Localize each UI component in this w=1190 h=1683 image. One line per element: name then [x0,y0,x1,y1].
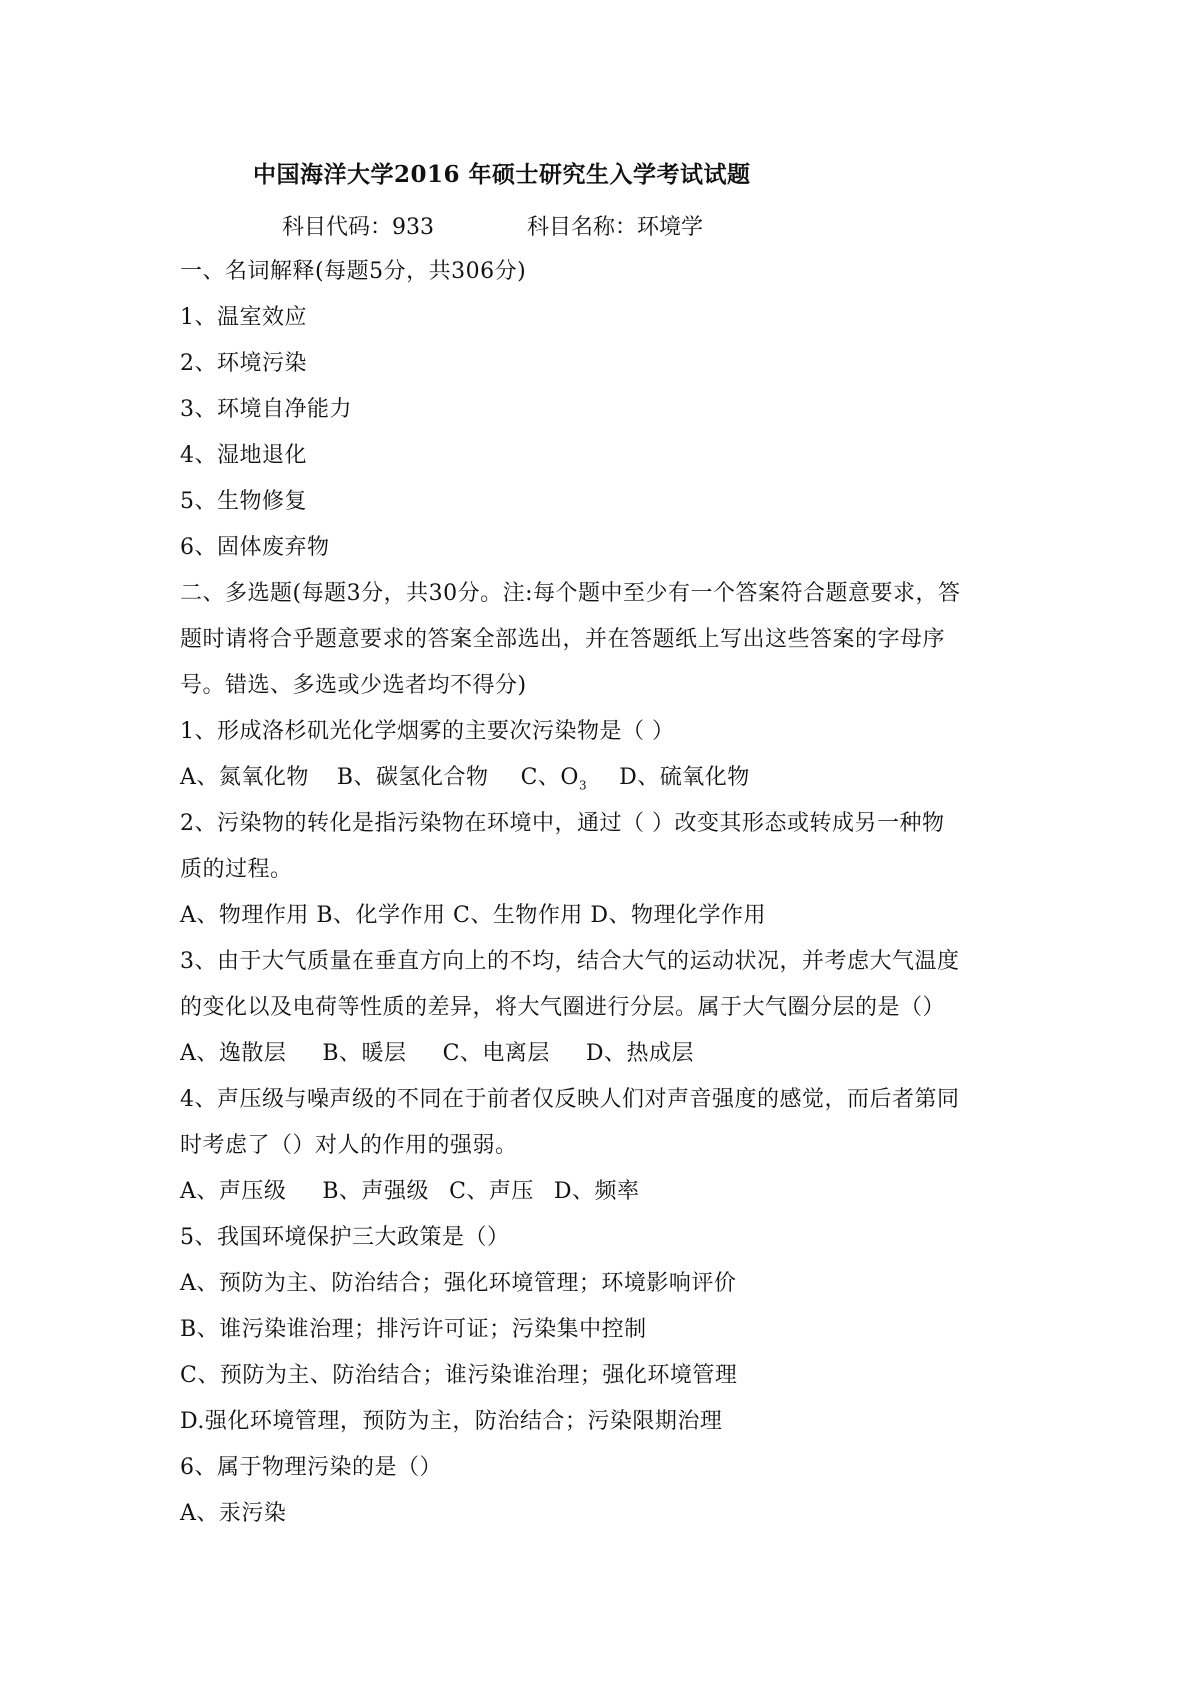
option-a: A、逸散层 [180,1041,287,1066]
question-options: A、物理作用 B、化学作用 C、生物作用 D、物理化学作用 [180,903,767,928]
exam-title: 中国海洋大学2016 年硕士研究生入学考试试题 [253,161,751,188]
question-stem: 的变化以及电荷等性质的差异，将大气圈进行分层。属于大气圈分层的是（） [180,995,946,1020]
subject-code: 科目代码：933 [282,215,434,240]
question-stem: 质的过程。 [180,857,293,882]
option-d: D、频率 [553,1179,640,1204]
option-c: C、声压 [449,1179,534,1204]
option-d: D、硫氧化物 [619,765,750,790]
option-a: A、声压级 [180,1179,287,1204]
option-c: C、预防为主、防治结合；谁污染谁治理；强化环境管理 [180,1363,738,1388]
option-d: D.强化环境管理，预防为主，防治结合；污染限期治理 [180,1409,723,1434]
subject-name: 科目名称：环境学 [527,215,704,240]
question-stem: 2、污染物的转化是指污染物在环境中，通过（ ）改变其形态或转成另一种物 [180,811,945,836]
option-c: C、$O_3$ [520,765,588,793]
option-b: B、声强级 [322,1179,430,1204]
question-stem: 时考虑了（）对人的作用的强弱。 [180,1133,518,1158]
term-item: 5、生物修复 [180,489,307,514]
term-item: 6、固体废弃物 [180,535,330,560]
option-b: B、谁污染谁治理；排污许可证；污染集中控制 [180,1317,647,1342]
question-stem: 3、由于大气质量在垂直方向上的不均，结合大气的运动状况，并考虑大气温度 [180,949,960,974]
term-item: 4、湿地退化 [180,443,307,468]
option-d: D、热成层 [585,1041,695,1066]
term-item: 2、环境污染 [180,351,307,376]
option-b: B、暖层 [322,1041,407,1066]
term-item: 1、温室效应 [180,305,307,330]
option-a: A、氮氧化物 [180,765,309,790]
section1-heading: 一、名词解释(每题5分，共306分) [180,259,527,284]
term-item: 3、环境自净能力 [180,397,352,422]
section2-heading: 题时请将合乎题意要求的答案全部选出，并在答题纸上写出这些答案的字母序 [180,627,946,652]
question-stem: 6、属于物理污染的是（） [180,1455,442,1480]
question-stem: 5、我国环境保护三大政策是（） [180,1225,510,1250]
option-b: B、碳氢化合物 [336,765,489,790]
option-a: A、预防为主、防治结合；强化环境管理；环境影响评价 [180,1271,737,1296]
question-options [180,1174,640,1205]
question-stem: 4、声压级与噪声级的不同在于前者仅反映人们对声音强度的感觉，而后者第同 [180,1087,960,1112]
section2-heading: 号。错选、多选或少选者均不得分) [180,673,527,698]
question-options [180,760,750,792]
option-a: A、汞污染 [180,1501,287,1526]
question-options [180,1036,694,1067]
question-stem: 1、形成洛杉矶光化学烟雾的主要次污染物是（ ） [180,719,675,744]
section2-heading: 二、多选题(每题3分，共30分。注:每个题中至少有一个答案符合题意要求，答 [180,581,961,606]
option-c: C、电离层 [442,1041,550,1066]
